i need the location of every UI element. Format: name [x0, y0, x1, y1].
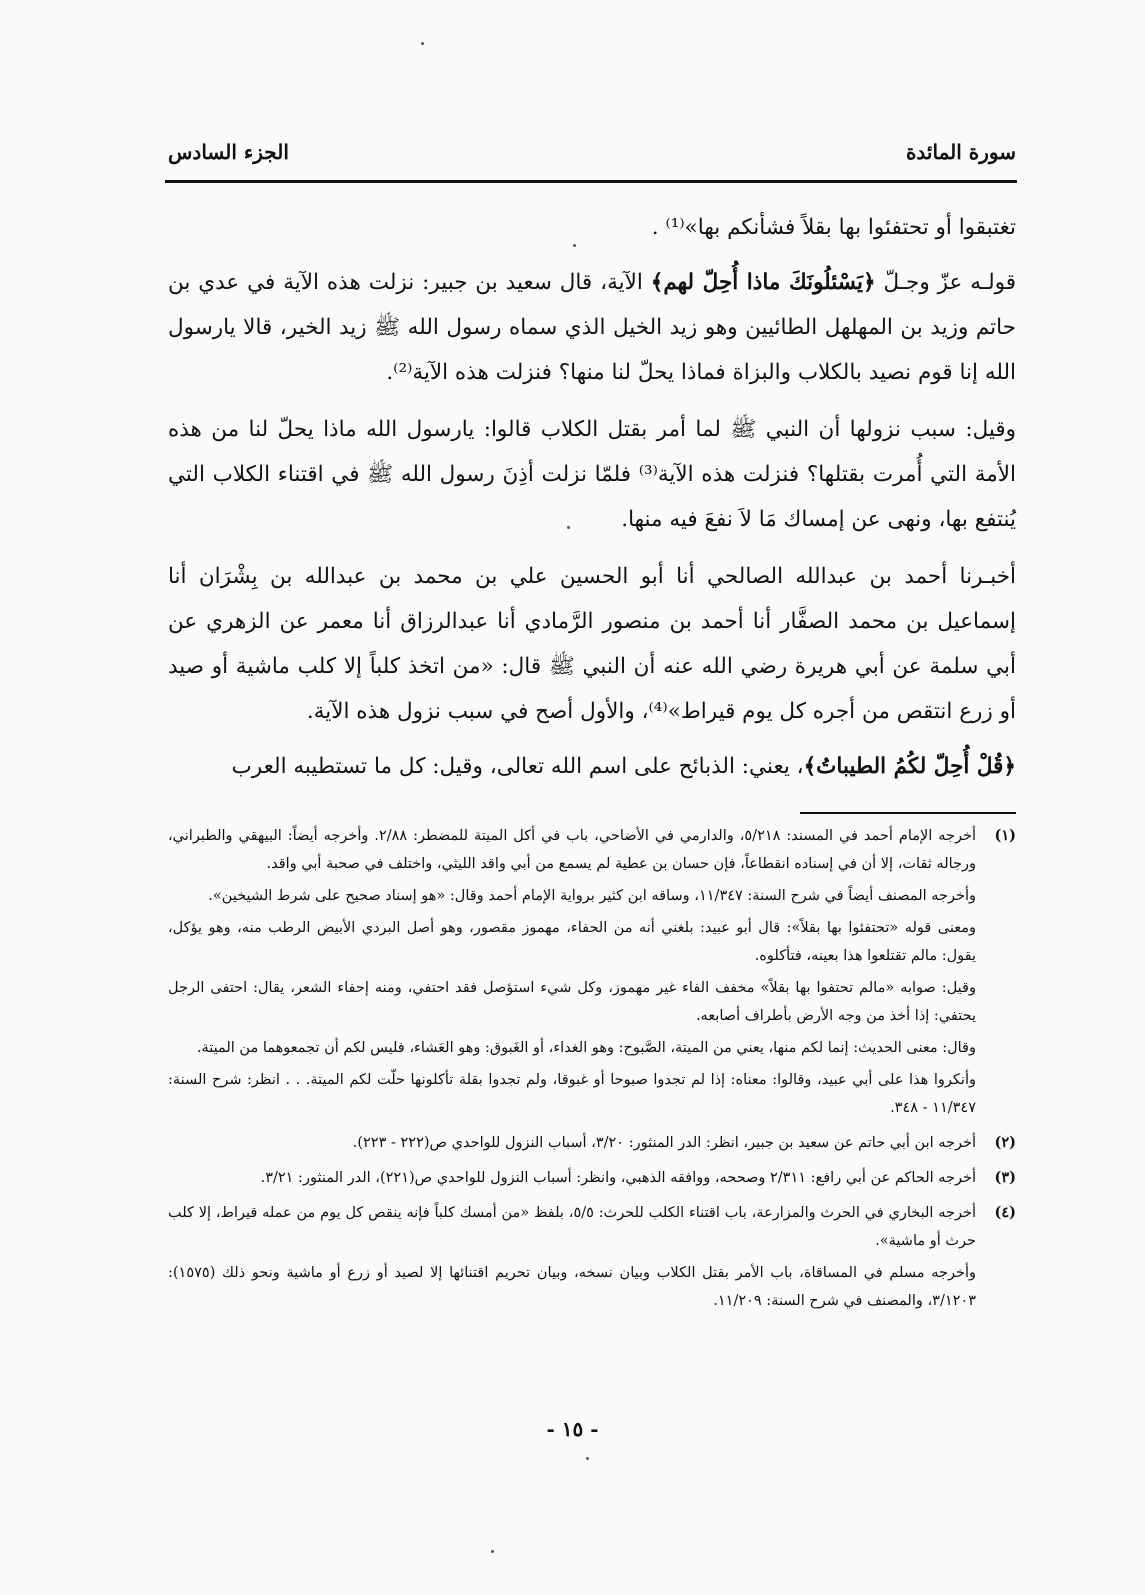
- footnote-3: [168, 1164, 1016, 1196]
- scan-speck: [421, 42, 424, 45]
- juz-title: الجزء السادس: [168, 140, 289, 164]
- footnote-text: وأخرجه المصنف أيضاً في شرح السنة: ١١/٣٤٧، وساقه ابن كثير برواية الإمام أحمد وقال: «هو إسناد صحيح على شرط الشيخين».: [208, 888, 976, 904]
- page-number: - ١٥ -: [546, 1417, 599, 1441]
- footnote-number: (١): [994, 827, 1016, 844]
- p2-rest: الآية، قال سعيد بن جبير: نزلت هذه الآية في عدي بن حاتم وزيد بن المهلهل الطائيين وهو زيد الخيل الذي سماه رسول الله ﷺ زيد الخير، قالا يارسول الله إنا قوم نصيد بالكلاب والبزاة فماذا يحلّ لنا منها؟ فنزلت هذه الآية⁽²⁾.: [168, 270, 1016, 385]
- paragraph-1: تغتبقوا أو تحتفئوا بها بقلاً فشأنكم بها»⁽¹⁾ .: [651, 215, 1016, 240]
- footnote-text: أخرجه ابن أبي حاتم عن سعيد بن جبير، انظر: الدر المنثور: ٣/٢٠، أسباب النزول للواحدي ص(٢٢٢ - ٢٢٣).: [352, 1135, 976, 1151]
- header-rule: [165, 180, 1017, 183]
- footnote-text: ومعنى قوله «تحتفئوا بها بقلاً»: قال أبو عبيد: بلغني أنه من الحفاء، مهموز مقصور، وهو أصل البردي الأبيض الرطب منه، وهو يؤكل، يقول: مالم تقتلعوا هذا بعينه، فتأكلوه.: [168, 920, 976, 964]
- footnote-text: وأخرجه مسلم في المساقاة، باب الأمر بقتل الكلاب وبيان نسخه، وبيان تحريم اقتنائها إلا لصيد أو زرع أو ماشية ونحو ذلك (١٥٧٥): ٣/١٢٠٣، والمصنف في شرح السنة: ١١/٢٠٩.: [168, 1265, 976, 1309]
- footnote-number: (٤): [994, 1204, 1016, 1221]
- main-text: [168, 205, 1016, 799]
- footnote-text: وقيل: صوابه «مالم تحتفوا بها بقلاً» مخفف الفاء غير مهموز، وكل شيء استؤصل فقد احتفي، ومنه إحفاء الشعر، يقال: احتفى الرجل يحتفي: إذا أخذ من وجه الأرض بأطراف أصابعه.: [168, 980, 976, 1024]
- quran-quote: ﴿قُلْ أُحِلّ لكُمُ الطيباتُ﴾: [803, 754, 1016, 779]
- footnote-4: [168, 1199, 1016, 1319]
- footnote-text: وأنكروا هذا على أبي عبيد، وقالوا: معناه: إذا لم تجدوا صبوحا أو غبوقا، ولم تجدوا بقلة تأكلونها حلّت لكم الميتة. . . انظر: شرح السنة: ١١/٣٤٧ - ٣٤٨.: [168, 1072, 976, 1116]
- paragraph-4: أخبـرنا أحمد بن عبدالله الصالحي أنا أبو الحسين علي بن محمد بن عبدالله بن بِشْرَان أنا إسماعيل بن محمد الصفَّار أنا أحمد بن منصور الرَّمادي أنا عبدالرزاق أنا معمر عن الزهري عن أبي سلمة عن أبي هريرة رضي الله عنه أن النبي ﷺ قال: «من اتخذ كلباً إلا كلب ماشية أو صيد أو زرع انتقص من أجره كل يوم قيراط»⁽⁴⁾، والأول أصح في سبب نزول هذه الآية.: [168, 564, 1016, 724]
- scan-speck: [586, 1457, 589, 1460]
- paragraph-5: [168, 744, 1016, 789]
- quran-quote: ﴿يَسْئلُونَكَ ماذا أُحِلّ لهم﴾: [650, 270, 876, 295]
- p5-rest: ، يعني: الذبائح على اسم الله تعالى، وقيل: كل ما تستطيبه العرب: [231, 754, 804, 779]
- paragraph-2: [168, 260, 1016, 395]
- paragraph-3: وقيل: سبب نزولها أن النبي ﷺ لما أمر بقتل الكلاب قالوا: يارسول الله ماذا يحلّ لنا من هذه الأمة التي أُمرت بقتلها؟ فنزلت هذه الآية⁽³⁾ فلمّا نزلت أذِنَ رسول الله ﷺ في اقتناء الكلاب التي يُنتفع بها، ونهى عن إمساك مَا لاَ نفعَ فيه منها.: [168, 417, 1016, 532]
- footnote-text: أخرجه الحاكم عن أبي رافع: ٢/٣١١ وصححه، ووافقه الذهبي، وانظر: أسباب النزول للواحدي ص(٢٢١)، الدر المنثور: ٣/٢١.: [260, 1170, 976, 1186]
- footnote-2: [168, 1129, 1016, 1161]
- footnote-separator: [800, 812, 1016, 814]
- footnote-1: [168, 822, 1016, 1126]
- footnote-text: أخرجه البخاري في الحرث والمزارعة، باب اقتناء الكلب للحرث: ٥/٥، بلفظ «من أمسك كلباً فإنه ينقص كل يوم من عمله قيراط، إلا كلب حرث أو ماشية».: [168, 1205, 976, 1249]
- footnote-number: (٣): [994, 1169, 1016, 1186]
- p2-lead: قولـه عزّ وجـلّ: [875, 270, 1017, 295]
- footnote-number: (٢): [994, 1134, 1016, 1151]
- footnote-text: أخرجه الإمام أحمد في المسند: ٥/٢١٨، والدارمي في الأضاحي، باب في أكل الميتة للمضطر: ٢/٨٨. وأخرجه أيضاً: البيهقي والطبراني، ورجاله ثقات، إلا أن في إسناده انقطاعاً، فإن حسان بن عطية لم يسمع من أبي واقد الليثي، واختلف في صحبة أبي واقد.: [168, 828, 976, 872]
- scan-speck: [491, 1550, 494, 1553]
- surah-title: سورة المائدة: [905, 140, 1016, 164]
- footnotes: [168, 822, 1016, 1322]
- running-header: [168, 140, 1016, 180]
- footnote-text: وقال: معنى الحديث: إنما لكم منها، يعني من الميتة، الصَّبوح: وهو الغداء، أو الغَبوق: وهو العَشاء، فليس لكم أن تجمعوهما من الميتة.: [196, 1040, 976, 1056]
